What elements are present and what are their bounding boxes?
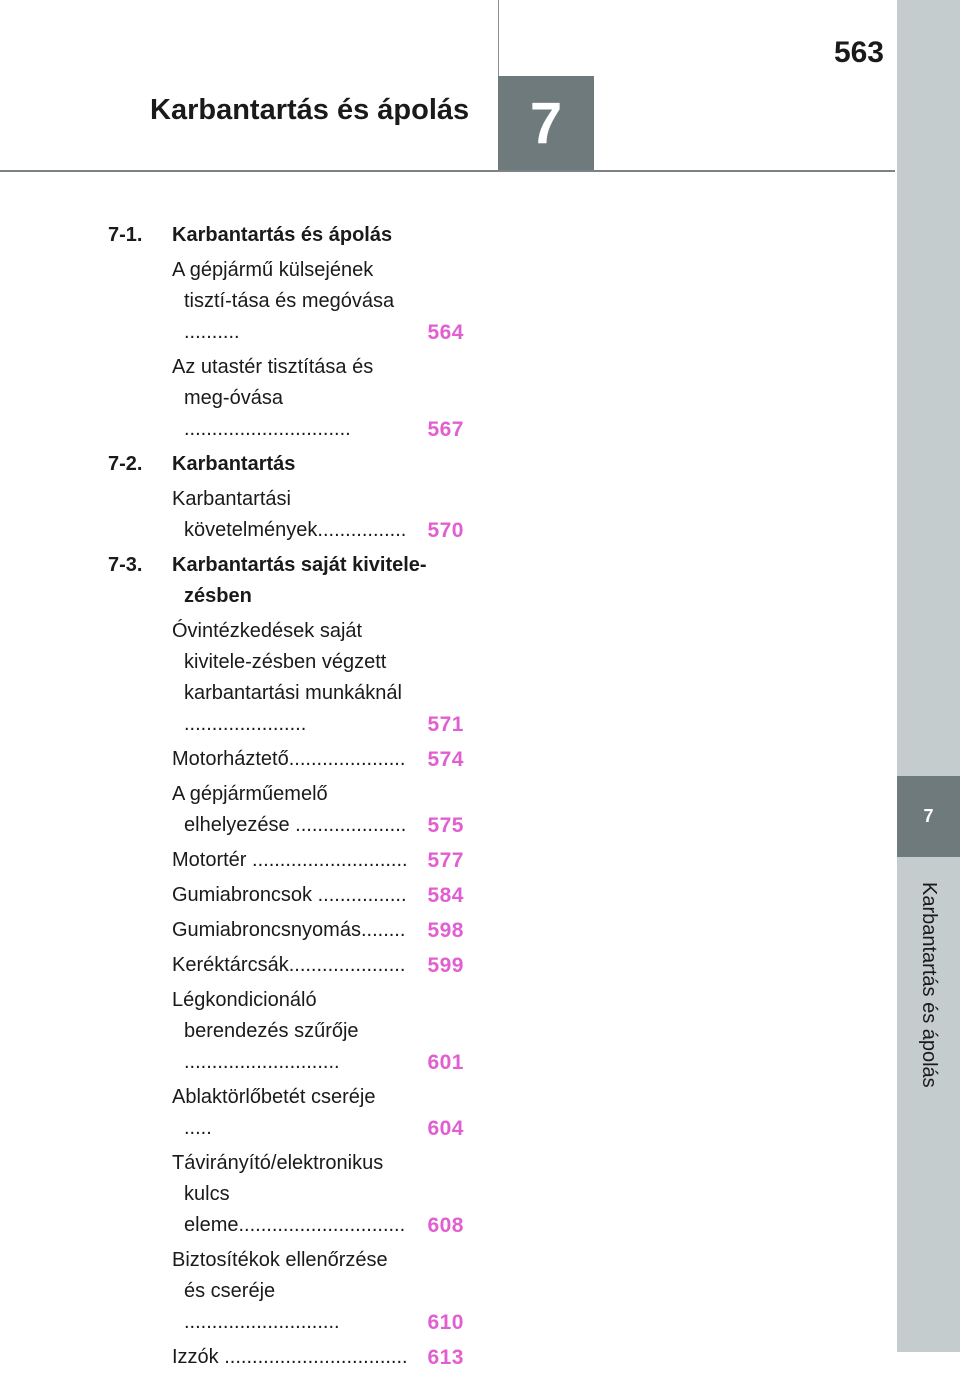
toc-entry[interactable]	[108, 845, 464, 876]
toc-entry[interactable]	[108, 985, 464, 1078]
entry-page-link[interactable]: 584	[427, 884, 464, 907]
toc-section	[108, 449, 464, 480]
side-chapter-tab[interactable]	[897, 776, 960, 857]
entry-label: A gépjárműemelő elhelyezése ....................	[172, 783, 407, 836]
page-number: 563	[833, 36, 884, 69]
toc-entry[interactable]	[108, 880, 464, 911]
toc-entry[interactable]	[108, 744, 464, 775]
toc-entry[interactable]	[108, 616, 464, 740]
toc-entry[interactable]	[108, 915, 464, 946]
entry-page-link[interactable]: 575	[427, 814, 464, 837]
entry-label: Izzók .................................	[172, 1346, 408, 1368]
toc-entry[interactable]	[108, 1245, 464, 1338]
toc-section	[108, 550, 464, 612]
section-title: Karbantartás	[172, 453, 296, 475]
side-tab-number: 7	[923, 806, 934, 826]
entry-page-link[interactable]: 564	[427, 321, 464, 344]
entry-label: Ablaktörlőbetét cseréje .....	[172, 1086, 376, 1139]
entry-label: Motorháztető.....................	[172, 748, 406, 770]
table-of-contents	[108, 216, 464, 1377]
entry-label: Légkondicionáló berendezés szűrője ............................	[172, 989, 359, 1073]
toc-entry[interactable]	[108, 484, 464, 546]
entry-page-link[interactable]: 604	[427, 1117, 464, 1140]
entry-page-link[interactable]: 598	[427, 919, 464, 942]
toc-entry[interactable]	[108, 1148, 464, 1241]
toc-entry[interactable]	[108, 950, 464, 981]
section-number: 7-3.	[108, 554, 143, 576]
entry-label: Karbantartási követelmények................	[172, 488, 407, 541]
toc-entry[interactable]	[108, 1342, 464, 1373]
section-title: Karbantartás saját kivitele-zésben	[172, 554, 427, 607]
entry-label: Keréktárcsák.....................	[172, 954, 406, 976]
side-label-text: Karbantartás és ápolás	[918, 882, 940, 1088]
entry-label: Gumiabroncsnyomás........	[172, 919, 406, 941]
toc-entry[interactable]	[108, 352, 464, 445]
entry-page-link[interactable]: 567	[427, 418, 464, 441]
side-chapter-label	[897, 870, 960, 1100]
entry-label: Gumiabroncsok ................	[172, 884, 407, 906]
entry-label: Távirányító/elektronikus kulcs eleme..............................	[172, 1152, 406, 1236]
section-title: Karbantartás és ápolás	[172, 224, 393, 246]
entry-page-link[interactable]: 601	[427, 1051, 464, 1074]
header-vertical-divider	[498, 0, 499, 76]
side-thumb-strip	[897, 0, 960, 1352]
section-number: 7-1.	[108, 224, 143, 246]
chapter-number-box	[498, 76, 594, 171]
entry-page-link[interactable]: 577	[427, 849, 464, 872]
entry-page-link[interactable]: 574	[427, 748, 464, 771]
entry-label: Motortér ............................	[172, 849, 408, 871]
chapter-title: Karbantartás és ápolás	[150, 94, 470, 126]
entry-label: Biztosítékok ellenőrzése és cseréje ............................	[172, 1249, 388, 1333]
entry-page-link[interactable]: 571	[427, 713, 464, 736]
entry-page-link[interactable]: 608	[427, 1214, 464, 1237]
entry-label: A gépjármű külsejének tisztí-tása és megóvása ..........	[172, 259, 395, 343]
section-number: 7-2.	[108, 453, 143, 475]
entry-page-link[interactable]: 599	[427, 954, 464, 977]
entry-label: Az utastér tisztítása és meg-óvása ..............................	[172, 356, 374, 440]
entry-page-link[interactable]: 610	[427, 1311, 464, 1334]
header-rule	[0, 170, 895, 172]
toc-entry[interactable]	[108, 255, 464, 348]
chapter-number: 7	[529, 91, 563, 156]
entry-page-link[interactable]: 613	[427, 1346, 464, 1369]
entry-label: Óvintézkedések saját kivitele-zésben végzett karbantartási munkáknál ......................	[172, 620, 402, 735]
toc-entry[interactable]	[108, 779, 464, 841]
toc-section	[108, 220, 464, 251]
toc-entry[interactable]	[108, 1082, 464, 1144]
entry-page-link[interactable]: 570	[427, 519, 464, 542]
